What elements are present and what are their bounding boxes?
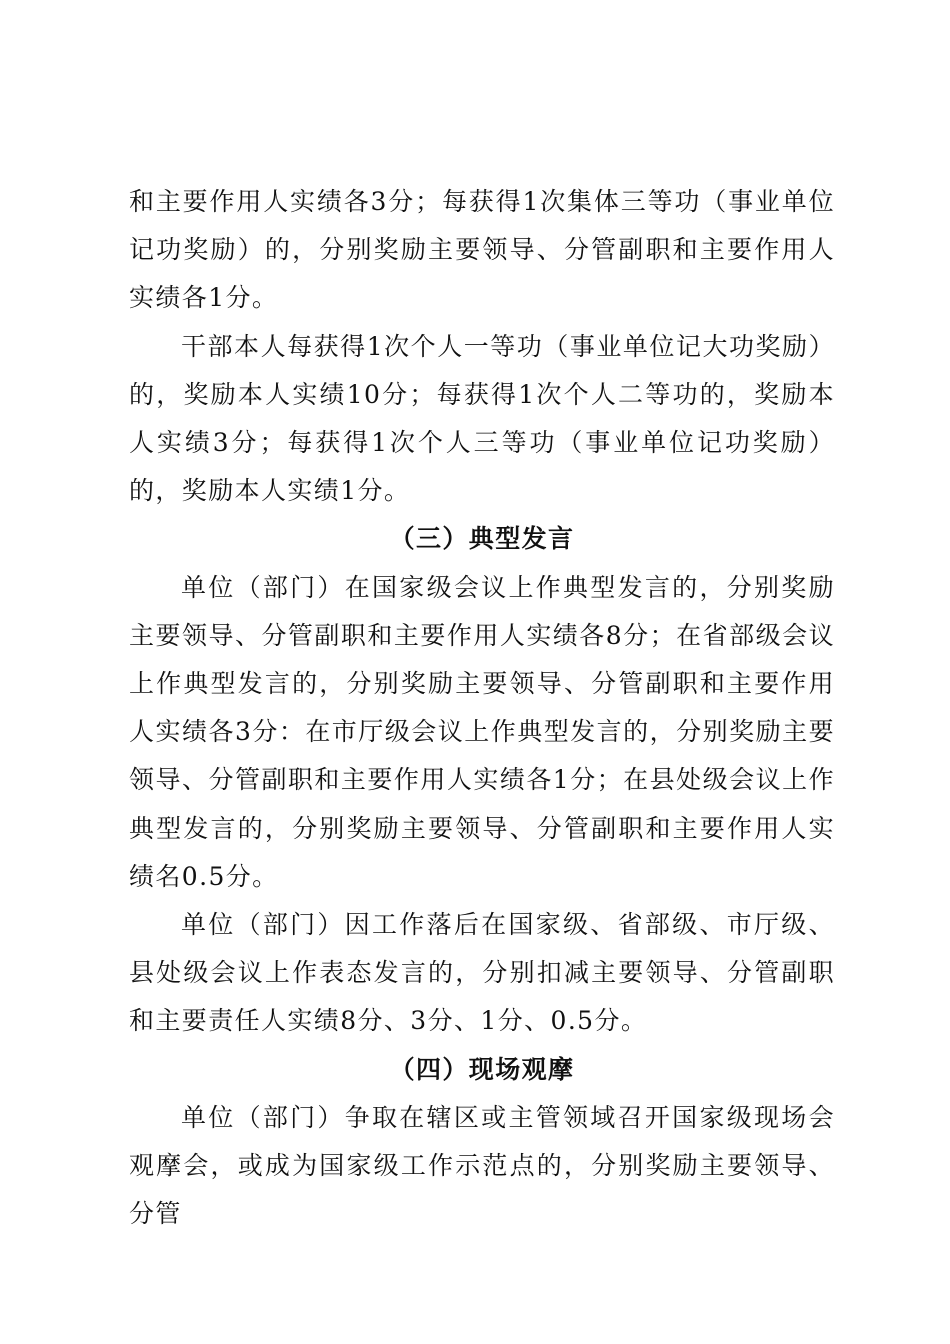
- section-heading-4: （四）现场观摩: [389, 1054, 575, 1084]
- paragraph-1: 和主要作用人实绩各3分；每获得1次集体三等功（事业单位记功奖励）的，分别奖励主要领导、分管副职和主要作用人实绩各1分。: [129, 187, 835, 313]
- paragraph-4: 单位（部门）因工作落后在国家级、省部级、市厅级、县处级会议上作表态发言的，分别扣减主要领导、分管副职和主要责任人实绩8分、3分、1分、0.5分。: [129, 910, 835, 1036]
- document-page: [129, 178, 835, 1238]
- paragraph-2: 干部本人每获得1次个人一等功（事业单位记大功奖励）的，奖励本人实绩10分；每获得1次个人二等功的，奖励本人实绩3分；每获得1次个人三等功（事业单位记功奖励）的，奖励本人实绩1分。: [129, 331, 835, 506]
- paragraph-5: 单位（部门）争取在辖区或主管领域召开国家级现场会观摩会，或成为国家级工作示范点的，分别奖励主要领导、分管: [129, 1102, 835, 1229]
- paragraph-3: 单位（部门）在国家级会议上作典型发言的，分别奖励主要领导、分管副职和主要作用人实绩各8分；在省部级会议上作典型发言的，分别奖励主要领导、分管副职和主要作用人实绩各3分：在市厅级会议上作典型发言的，分别奖励主要领导、分管副职和主要作用人实绩各1分；在县处级会议上作典型发言的，分别奖励主要领导、分管副职和主要作用人实绩名0.5分。: [129, 572, 835, 891]
- section-heading-3: （三）典型发言: [389, 524, 575, 554]
